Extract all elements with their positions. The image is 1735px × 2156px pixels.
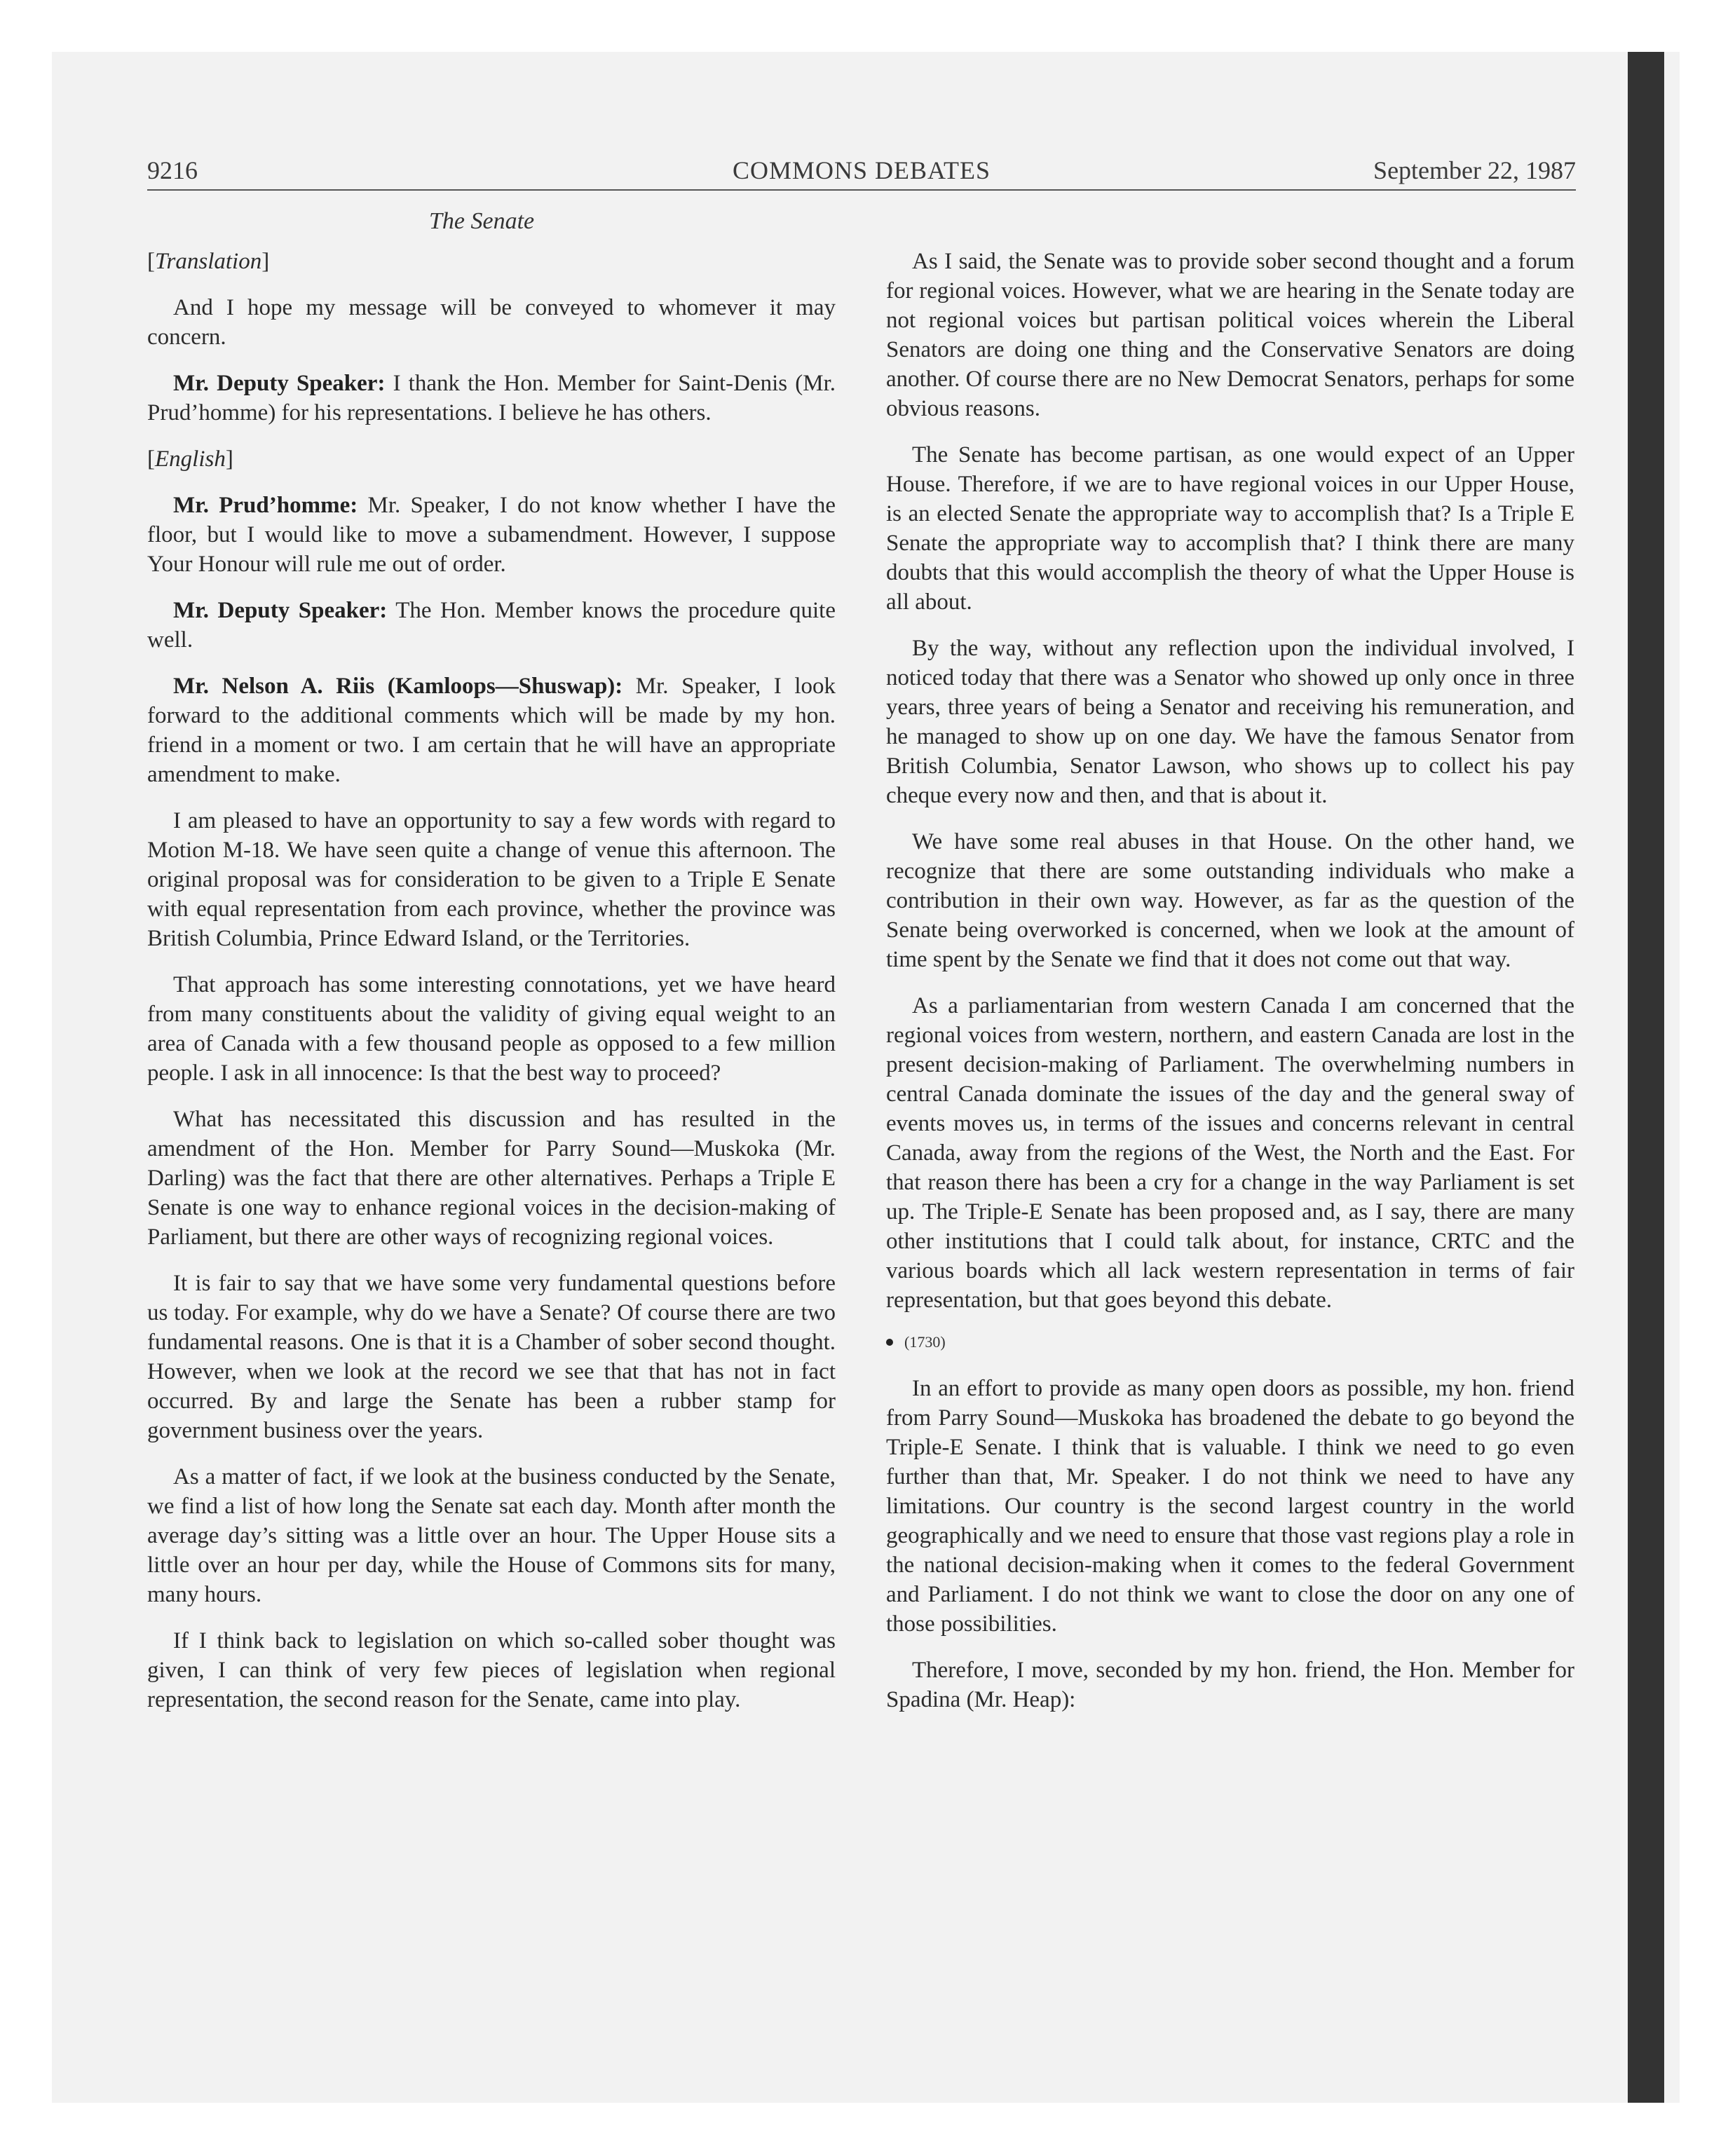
paragraph-text: Mr. Speaker, I do not know whether I have the floor, but I would like to move a subamendment. However, I suppose Your Honour will rule me out of order. — [147, 493, 836, 577]
bullet-icon — [886, 1339, 893, 1346]
paragraph-text: We have some real abuses in that House. On the other hand, we recognize that there are some outstanding individuals who make a contribution in their own way. However, as far as the question of the Senate being overworked is concerned, when we look at the amount of time spent by the Senate we find that it does not come out that way. — [886, 829, 1574, 972]
speaker-name: Mr. Prud’homme: — [173, 493, 358, 518]
paragraph — [147, 293, 836, 352]
paragraph — [147, 1462, 836, 1609]
paragraph-text: If I think back to legislation on which so-called sober thought was given, I can think of very few pieces of legislation when regional representation, the second reason for the Senate, came into play. — [147, 1628, 836, 1712]
time-marker-text: (1730) — [904, 1333, 946, 1351]
paragraph-text: The Hon. Member knows the procedure quite well. — [147, 598, 836, 653]
language-tag: [Translation] — [147, 249, 270, 274]
paragraph-text: I thank the Hon. Member for Saint-Denis (Mr. Prud’homme) for his representations. I believe he has others. — [147, 371, 836, 425]
language-tag: [English] — [147, 446, 233, 472]
paragraph — [886, 991, 1574, 1315]
section-title: The Senate — [429, 208, 535, 234]
paragraph-text: By the way, without any reflection upon the individual involved, I noticed today that there was a Senator who showed up only once in three years, three years of being a Senator and receiving his remuneration, and he managed to show up on one day. We have the famous Senator from British Columbia, Senator Lawson, who shows up to collect his pay cheque every now and then, and that is about it. — [886, 636, 1574, 808]
right-column — [886, 247, 1574, 1731]
scan-edge-bar — [1628, 52, 1664, 2103]
paragraph-text: The Senate has become partisan, as one would expect of an Upper House. Therefore, if we are to have regional voices in our Upper House, is an elected Senate the appropriate way to accomplish that? Is a Triple E Senate the appropriate way to accomplish that? I think there are many doubts that this would accomplish the theory of what the Upper House is all about. — [886, 442, 1574, 615]
publication-title: COMMONS DEBATES — [732, 156, 991, 184]
paragraph-text: As a matter of fact, if we look at the business conducted by the Senate, we find a list of how long the Senate sat each day. Month after month the average day’s sitting was a little over an hour. The Upper House sits a little over an hour per day, while the House of Commons sits for many, many hours. — [147, 1464, 836, 1607]
time-marker — [886, 1332, 1574, 1353]
paragraph — [147, 1105, 836, 1252]
paragraph — [147, 596, 836, 655]
page-number: 9216 — [147, 156, 198, 184]
running-header — [147, 156, 1576, 191]
paragraph-text: That approach has some interesting connotations, yet we have heard from many constituents about the validity of giving equal weight to an area of Canada with a few thousand people as opposed to a few million people. I ask in all innocence: Is that the best way to proceed? — [147, 972, 836, 1086]
speaker-name: Mr. Deputy Speaker: — [173, 371, 386, 396]
paragraph-text: Therefore, I move, seconded by my hon. friend, the Hon. Member for Spadina (Mr. Heap): — [886, 1658, 1574, 1712]
paragraph-text: Mr. Speaker, I look forward to the additional comments which will be made by my hon. friend in a moment or two. I am certain that he will have an appropriate amendment to make. — [147, 674, 836, 787]
paragraph — [886, 827, 1574, 974]
paragraph-text: As a parliamentarian from western Canada I am concerned that the regional voices from western, northern, and eastern Canada are lost in the present decision-making of Parliament. The overwhelming numbers in central Canada dominate the issues of the day and the general sway of events moves us, in terms of the issues and concerns relevant in central Canada, away from the regions of the West, the North and the East. For that reason there has been a cry for a change in the way Parliament is set up. The Triple-E Senate has been proposed and, as I say, there are many other institutions that I could talk about, for instance, CRTC and the various boards which all lack western representation in terms of fair representation, but that goes beyond this debate. — [886, 993, 1574, 1313]
paragraph — [886, 634, 1574, 810]
paragraph — [147, 491, 836, 579]
paragraph — [147, 369, 836, 428]
paragraph-text: As I said, the Senate was to provide sober second thought and a forum for regional voices. However, what we are hearing in the Senate today are not regional voices but partisan political voices wherein the Liberal Senators are doing one thing and the Conservative Senators are doing another. Of course there are no New Democrat Senators, perhaps for some obvious reasons. — [886, 249, 1574, 421]
speaker-name: Mr. Deputy Speaker: — [173, 598, 388, 623]
paragraph — [147, 1269, 836, 1445]
paragraph-text: And I hope my message will be conveyed to whomever it may concern. — [147, 295, 836, 350]
speaker-name: Mr. Nelson A. Riis (Kamloops—Shuswap): — [173, 674, 623, 699]
paragraph-text: I am pleased to have an opportunity to say a few words with regard to Motion M-18. We have seen quite a change of venue this afternoon. The original proposal was for consideration to be given to a Triple E Senate with equal representation from each province, whether the province was British Columbia, Prince Edward Island, or the Territories. — [147, 808, 836, 951]
paragraph-text: What has necessitated this discussion and has resulted in the amendment of the Hon. Member for Parry Sound—Muskoka (Mr. Darling) was the fact that there are other alternatives. Perhaps a Triple E Senate is one way to enhance regional voices in the decision-making of Parliament, but there are other ways of recognizing regional voices. — [147, 1107, 836, 1250]
paragraph — [886, 440, 1574, 617]
paragraph — [147, 671, 836, 789]
paragraph — [886, 1374, 1574, 1639]
paragraph — [886, 1656, 1574, 1714]
left-column — [147, 247, 836, 1731]
paragraph — [147, 806, 836, 953]
publication-date: September 22, 1987 — [1373, 156, 1576, 184]
paragraph-text: It is fair to say that we have some very fundamental questions before us today. For example, why do we have a Senate? Of course there are two fundamental reasons. One is that it is a Chamber of sober second thought. However, when we look at the record we see that that has not in fact occurred. By and large the Senate has been a rubber stamp for government business over the years. — [147, 1271, 836, 1443]
paragraph-text: In an effort to provide as many open doors as possible, my hon. friend from Parry Sound—Muskoka has broadened the debate to go beyond the Triple-E Senate. I think that is valuable. I think we need to go even further than that, Mr. Speaker. I do not think we need to have any limitations. Our country is the second largest country in the world geographically and we need to ensure that those vast regions play a role in the national decision-making when it comes to the federal Government and Parliament. I do not think we want to close the door on any one of those possibilities. — [886, 1376, 1574, 1637]
paragraph — [886, 247, 1574, 423]
paragraph — [147, 1626, 836, 1714]
paragraph — [147, 970, 836, 1088]
